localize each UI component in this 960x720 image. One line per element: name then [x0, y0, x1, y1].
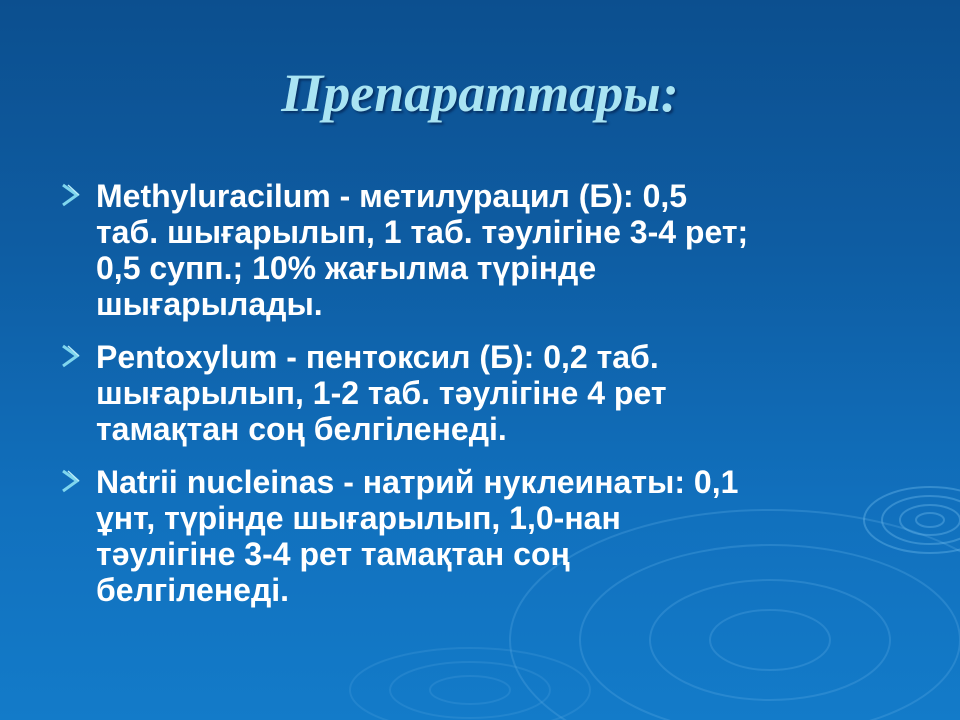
slide-title: Препараттары: [281, 63, 679, 123]
bullet-item-natrii-nucleinas [60, 464, 920, 608]
chevron-right-icon [60, 468, 82, 494]
chevron-right-icon [60, 343, 82, 369]
bullet-text: Natrii nucleinas - натрий нуклеинаты: 0,1 ұнт, түрінде шығарылып, 1,0-нан тәулігіне 3-4 рет тамақтан соң белгіленеді. [96, 464, 739, 608]
bullet-item-pentoxylum [60, 339, 920, 447]
bullet-text: Methyluracilum - метилурацил (Б): 0,5 таб. шығарылып, 1 таб. тәулігіне 3-4 рет; 0,5 супп.; 10% жағылма түрінде шығарылады. [96, 178, 749, 322]
bullet-text: Pentoxylum - пентоксил (Б): 0,2 таб. шығарылып, 1-2 таб. тәулігіне 4 рет тамақтан соң белгіленеді. [96, 339, 667, 447]
chevron-right-icon [60, 182, 82, 208]
bullet-list [60, 178, 920, 625]
bullet-item-methyluracilum [60, 178, 920, 322]
